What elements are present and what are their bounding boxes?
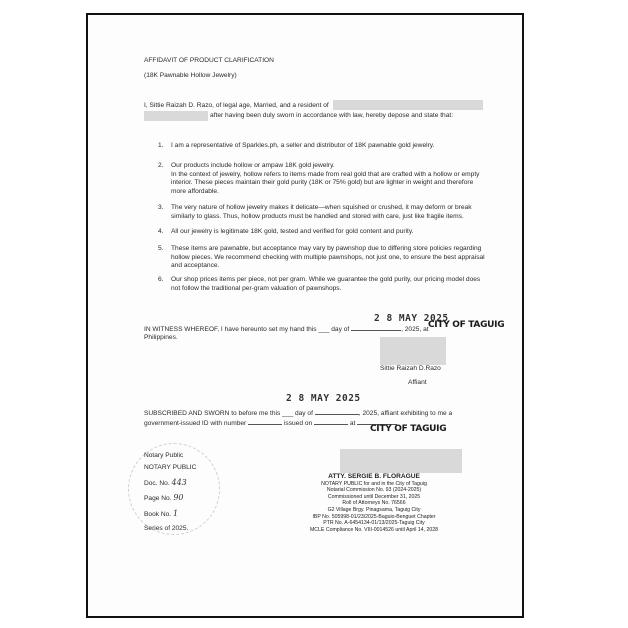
- doc-no-value: 443: [171, 478, 187, 487]
- notary-line-5: G2 Village Brgy. Pinagsama, Taguig City: [327, 506, 421, 513]
- sworn-text-c: government-issued ID with number: [144, 420, 247, 427]
- statement-number: 1.: [158, 142, 164, 149]
- notary-line-6: IBP No. 505998-01/23/2025-Baguio-Benguet Chapter: [312, 513, 436, 520]
- statement-line: The very nature of hollow jewelry makes it delicate—when squished or crushed, it may deform or break: [171, 204, 472, 211]
- notary-line-1: NOTARY PUBLIC for and in the City of Taguig: [321, 480, 427, 487]
- id-number-blank: [248, 418, 282, 425]
- notary-public-label: Notary Public: [144, 452, 184, 459]
- city-stamp-sworn: CITY OF TAGUIG: [370, 424, 447, 434]
- page-no-value: 90: [173, 493, 184, 502]
- statement-line: Our shop prices items per piece, not per gram. While we guarantee the gold purity, our pricing model does: [171, 276, 481, 283]
- notary-line-7: PTR No. A-6454134-01/13/2025-Taguig City: [323, 520, 425, 527]
- book-no-label: Book No.: [144, 511, 172, 518]
- doc-no-label: Doc. No.: [144, 480, 170, 487]
- page-no-label: Page No.: [144, 495, 172, 502]
- redacted-notary-signature: [340, 449, 462, 473]
- affiant-label: Affiant: [408, 379, 427, 386]
- document-title: AFFIDAVIT OF PRODUCT CLARIFICATION: [144, 57, 274, 64]
- statement-line: similarly to glass. Thus, hollow products must be handled and stored with care, just like fragile items.: [171, 212, 464, 220]
- witness-month-blank: [351, 324, 401, 331]
- date-stamp-witness: 2 8 MAY 2025: [374, 313, 449, 324]
- sworn-line-2: [144, 418, 397, 429]
- date-stamp-sworn: 2 8 MAY 2025: [286, 393, 361, 404]
- document-subtitle: (18K Pawnable Hollow Jewelry): [144, 72, 237, 79]
- statement-line: I am a representative of Sparkles.ph, a seller and distributor of 18K pawnable gold jewelry.: [171, 142, 435, 149]
- document-frame: [86, 13, 524, 618]
- statement-line: more affordable.: [171, 187, 219, 195]
- statement-number: 6.: [158, 276, 164, 283]
- statement-line: hollow pieces. We recommend checking with multiple pawnshops, not just one, to ensure the best appraisal: [171, 253, 485, 261]
- notary-line-8: MCLE Compliance No. VIII-0014526 until April 14, 2028: [309, 526, 439, 533]
- sworn-text-d: issued on: [283, 420, 313, 427]
- book-no-row: [144, 510, 178, 520]
- city-stamp-witness: CITY OF TAGUIG: [428, 320, 505, 330]
- statement-line: not follow the traditional per-gram valuation of pawnshops.: [171, 284, 342, 292]
- series-label: Series of 2025.: [144, 525, 189, 532]
- book-no-value: 1: [172, 509, 179, 518]
- affiant-name: Sittie Raizah D.Razo: [380, 365, 441, 372]
- witness-line-2: Philippines.: [144, 334, 178, 341]
- statement-line: interior. These pieces maintain their gold purity (18K or 75% gold) but are lighter in weight and therefore: [171, 179, 474, 187]
- statement-line: Our products include hollow or ampaw 18K gold jewelry.: [171, 162, 335, 169]
- statement-number: 5.: [158, 245, 164, 252]
- doc-no-row: [144, 479, 187, 489]
- statement-number: 4.: [158, 228, 164, 235]
- statement-line: and acceptance.: [171, 262, 220, 270]
- statement-line: These items are pawnable, but acceptance may vary by pawnshop due to differing store policies regarding: [171, 245, 482, 252]
- statement-line: All our jewelry is legitimate 18K gold, tested and verified for gold content and purity.: [171, 228, 414, 235]
- sworn-month-blank: [315, 408, 359, 415]
- sworn-text-b: , 2025, affiant exhibiting to me a: [358, 410, 453, 417]
- redacted-signature: [380, 337, 446, 365]
- sworn-text-e: at: [349, 420, 356, 427]
- page-no-row: [144, 494, 184, 504]
- sworn-text-a: SUBSCRIBED AND SWORN to before me this ___ day of: [144, 410, 313, 417]
- statement-line: In the context of jewelry, hollow refers to items made from real gold that are crafted with a hollow or empty: [171, 170, 480, 178]
- statement-number: 3.: [158, 204, 164, 211]
- notary-public-caps: NOTARY PUBLIC: [144, 464, 197, 471]
- redacted-address-1: [333, 100, 483, 110]
- intro-line-1: I, Sittie Raizah D. Razo, of legal age, Married, and a resident of: [144, 102, 329, 109]
- notary-name: ATTY. SERGIE B. FLORAGUE: [328, 473, 420, 480]
- affidavit-page: [88, 15, 522, 616]
- notary-details-block: [282, 474, 466, 533]
- notary-line-2: Notarial Commission No. 93 (2024-2025): [326, 487, 422, 494]
- witness-text-a: IN WITNESS WHEREOF, I have hereunto set my hand this ___ day of: [144, 326, 350, 333]
- intro-line-2: after having been duly sworn in accordance with law, hereby depose and state that:: [210, 112, 454, 119]
- statement-number: 2.: [158, 162, 164, 169]
- notary-line-4: Roll of Attorneys No. 76566: [342, 500, 406, 507]
- notary-line-3: Commissioned until December 31, 2025: [327, 493, 421, 500]
- redacted-address-2: [144, 111, 208, 121]
- issue-date-blank: [314, 418, 348, 425]
- witness-text-b: , 2025, at: [401, 326, 429, 333]
- sworn-line-1: [144, 408, 452, 419]
- witness-line: [144, 324, 429, 335]
